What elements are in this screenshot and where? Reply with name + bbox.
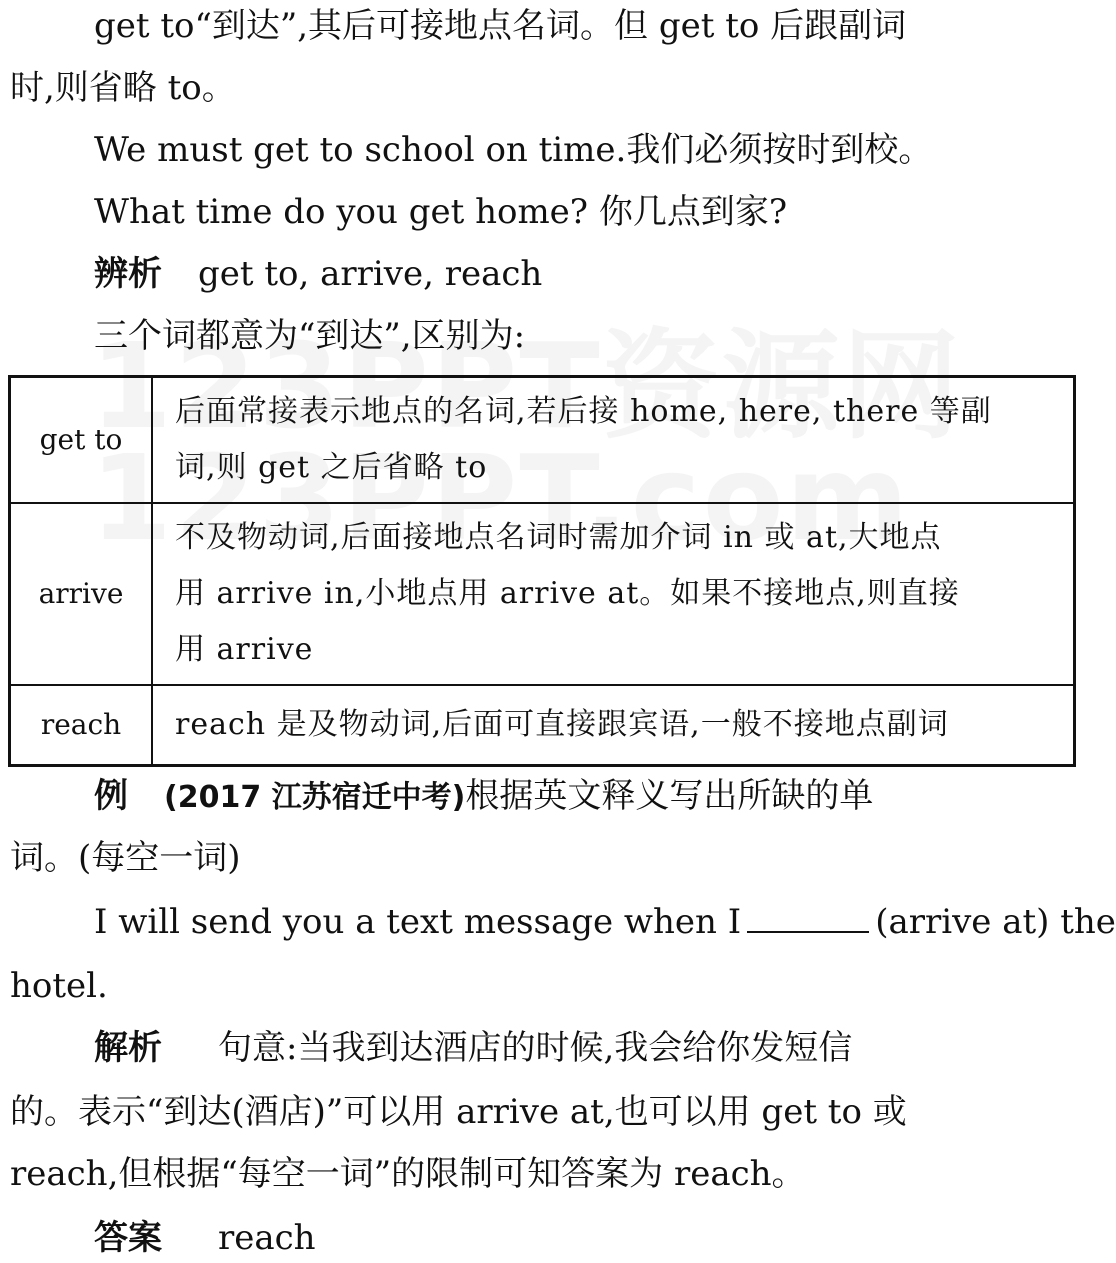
example-prompt-a: 根据英文释义写出所缺的单: [465, 776, 874, 816]
table-row: [10, 503, 1075, 685]
description-line: reach 是及物动词,后面可直接跟宾语,一般不接地点副词: [175, 707, 949, 742]
example-sentence-2: What time do you get home? 你几点到家?: [94, 192, 788, 232]
example-question-heading: [94, 772, 873, 822]
intro-line-1: get to“到达”,其后可接地点名词。但 get to 后跟副词: [94, 6, 907, 46]
answer-label: 答案: [94, 1218, 162, 1258]
description-line: 用 arrive: [175, 632, 314, 667]
term-cell: reach: [10, 685, 153, 766]
example-prompt-b: 词。(每空一词): [10, 838, 241, 878]
example-sentence-end: hotel.: [10, 966, 108, 1006]
analysis-label: 辨析: [94, 254, 162, 294]
example-sentence: [94, 898, 1116, 946]
description-line: 用 arrive in,小地点用 arrive at。如果不接地点,则直接: [175, 576, 960, 611]
description-cell: [152, 685, 1075, 766]
sentence-after-blank: (arrive at) the: [875, 902, 1116, 942]
table-row: [10, 377, 1075, 504]
analysis-words: get to, arrive, reach: [198, 254, 543, 294]
table-row: [10, 685, 1075, 766]
sentence-before-blank: I will send you a text message when I: [94, 902, 742, 942]
example-label: 例: [94, 776, 128, 816]
description-line: 不及物动词,后面接地点名词时需加介词 in 或 at,大地点: [175, 520, 942, 555]
explanation-line-2: 的。表示“到达(酒店)”可以用 arrive at,也可以用 get to 或: [10, 1092, 907, 1132]
answer-blank: [747, 901, 869, 933]
example-source: (2017 江苏宿迁中考): [164, 780, 466, 815]
term-cell: get to: [10, 377, 153, 504]
analysis-heading: [94, 250, 542, 298]
explanation-text-1: 句意:当我到达酒店的时候,我会给你发短信: [218, 1028, 853, 1068]
explanation-line-1: [94, 1024, 852, 1072]
description-cell: [152, 503, 1075, 685]
explanation-line-3: reach,但根据“每空一词”的限制可知答案为 reach。: [10, 1154, 806, 1194]
description-line: 词,则 get 之后省略 to: [175, 450, 488, 485]
description-line: 后面常接表示地点的名词,若后接 home, here, there 等副: [175, 394, 992, 429]
answer-line: [94, 1214, 316, 1262]
term-cell: arrive: [10, 503, 153, 685]
comparison-table: [8, 375, 1076, 767]
example-sentence-1: We must get to school on time.我们必须按时到校。: [94, 130, 933, 170]
intro-line-2: 时,则省略 to。: [10, 68, 236, 108]
answer-value: reach: [218, 1218, 316, 1258]
description-cell: [152, 377, 1075, 504]
analysis-summary: 三个词都意为“到达”,区别为:: [94, 316, 526, 356]
explanation-label: 解析: [94, 1028, 162, 1068]
